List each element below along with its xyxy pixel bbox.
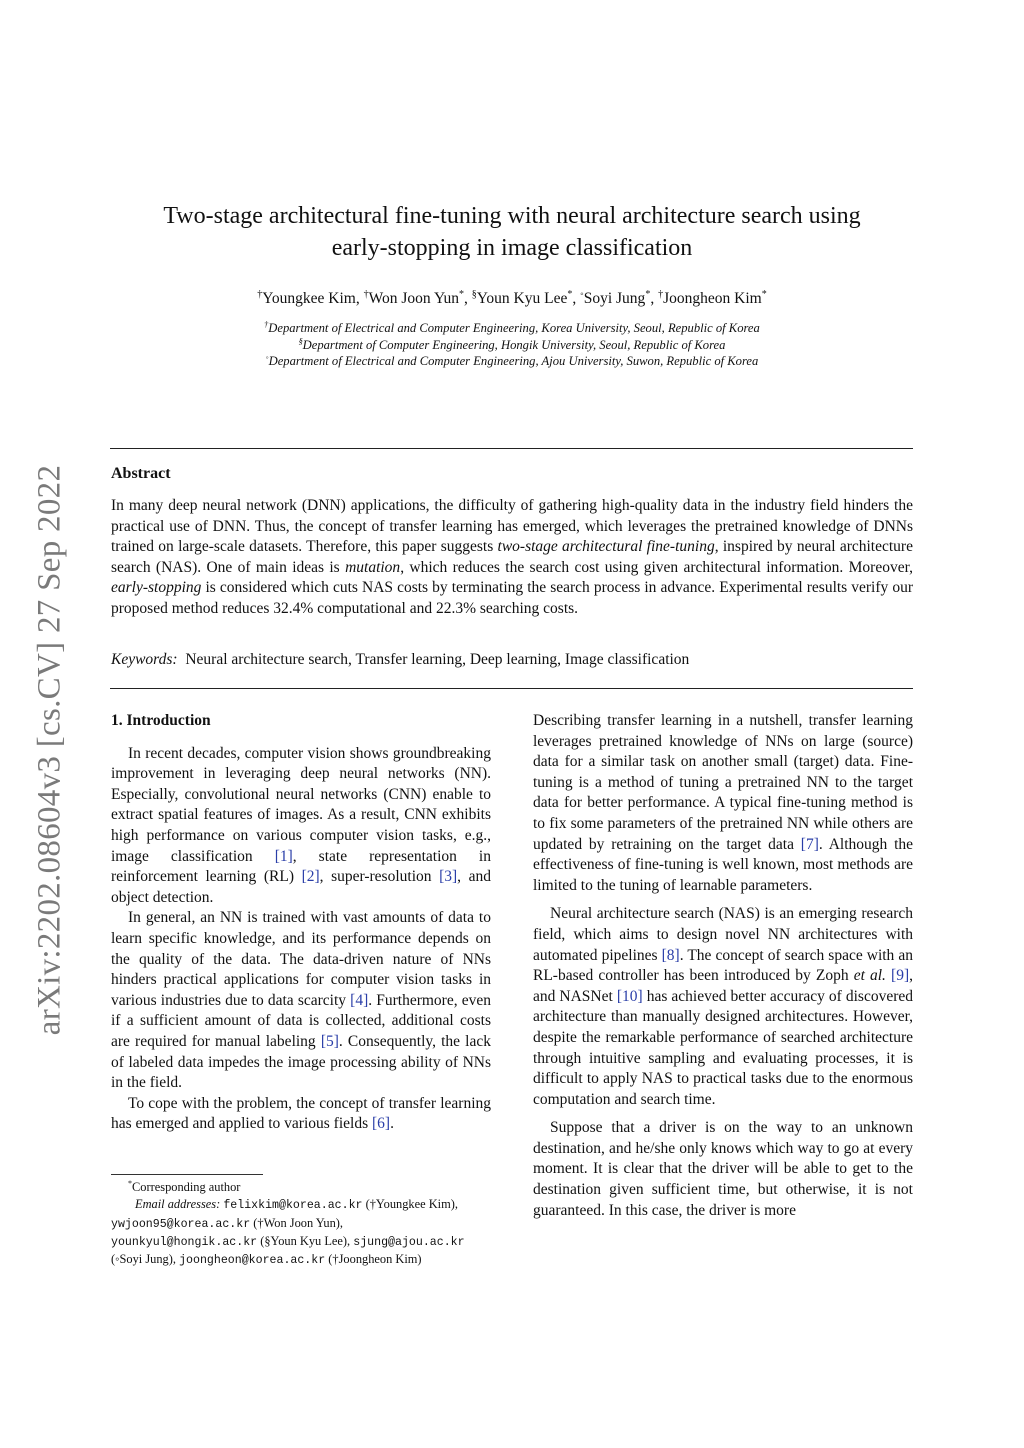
author-name: Youngkee Kim xyxy=(262,290,356,307)
arxiv-id: arXiv:2202.08604v3 [cs.CV] 27 Sep 2022 xyxy=(31,464,68,1036)
author-name: Soyi Jung xyxy=(583,290,646,307)
footnote-line: younkyul@hongik.ac.kr (§Youn Kyu Lee), sjung@ajou.ac.kr xyxy=(111,1233,465,1249)
title-line-1: Two-stage architectural fine-tuning with neural architecture search using xyxy=(163,203,861,229)
keywords xyxy=(111,651,913,669)
bottom-rule xyxy=(110,688,913,689)
email-link[interactable]: felixkim@korea.ac.kr xyxy=(223,1199,363,1213)
paragraph: Suppose that a driver is on the way to an unknown destination, and he/she only knows which way to go at every moment. It is clear that the driver will be able to get to the destination given sufficient time, but otherwise, it is not guaranteed. In this case, the driver is more xyxy=(533,1119,913,1219)
paper-title xyxy=(120,200,904,264)
citation-link[interactable]: [6] xyxy=(372,1115,391,1133)
keywords-text: Neural architecture search, Transfer learning, Deep learning, Image classification xyxy=(185,651,690,668)
footnote-line: ywjoon95@korea.ac.kr (†Won Joon Yun), xyxy=(111,1215,343,1231)
email-link[interactable]: younkyul@hongik.ac.kr xyxy=(111,1235,258,1249)
author-name: Won Joon Yun xyxy=(368,290,459,307)
citation-link[interactable]: [7] xyxy=(800,835,819,853)
email-link[interactable]: sjung@ajou.ac.kr xyxy=(353,1235,465,1249)
section-heading: 1. Introduction xyxy=(111,712,211,729)
arxiv-stamp xyxy=(30,450,70,1050)
affiliations xyxy=(120,320,904,370)
citation-link[interactable]: [9] xyxy=(891,967,910,985)
affiliation: †Department of Electrical and Computer Engineering, Korea University, Seoul, Republic of Korea xyxy=(264,319,760,335)
affiliation: §Department of Computer Engineering, Hongik University, Seoul, Republic of Korea xyxy=(298,336,726,352)
abstract-heading: Abstract xyxy=(111,465,171,482)
top-rule xyxy=(110,448,913,449)
citation-link[interactable]: [8] xyxy=(661,946,680,964)
abstract-body: In many deep neural network (DNN) applications, the difficulty of gathering high-quality data in the industry field hinders the practical use of DNN. Thus, the concept of transfer learning has emerged, which leverages the pretrained knowledge of DNNs trained on large-scale datasets. Therefore, this paper suggests two-stage architectural fine-tuning, inspired by neural architecture search (NAS). One of main ideas is mutation, which reduces the search cost using given architectural information. Moreover, early-stopping is considered which cuts NAS costs by terminating the search process in advance. Experimental results verify our proposed method reduces 32.4% computational and 22.3% searching costs. xyxy=(111,497,914,617)
title-line-2: early-stopping in image classification xyxy=(331,235,693,261)
paragraph: In general, an NN is trained with vast amounts of data to learn specific knowledge, and its performance depends on the quality of the data. The data-driven nature of NNs hinders practical applications for computer vision tasks in various industries due to data scarcity [4]. Furthermore, even if a sufficient amount of data is collected, additional costs are required for manual labeling [5]. Consequently, the lack of labeled data impedes the image processing ability of NNs in the field. xyxy=(111,909,491,1092)
citation-link[interactable]: [10] xyxy=(616,987,643,1005)
citation-link[interactable]: [4] xyxy=(350,991,369,1009)
author-list: †Youngkee Kim, †Won Joon Yun*, §Youn Kyu Lee*, ◦Soyi Jung*, †Joongheon Kim* xyxy=(257,288,767,307)
left-column xyxy=(111,711,491,1135)
email-link[interactable]: ywjoon95@korea.ac.kr xyxy=(111,1217,251,1231)
author-name: Youn Kyu Lee xyxy=(476,290,568,307)
citation-link[interactable]: [1] xyxy=(274,847,293,865)
citation-link[interactable]: [5] xyxy=(320,1032,339,1050)
footnote-rule xyxy=(111,1174,263,1175)
footnote-corresponding: *Corresponding author xyxy=(128,1178,241,1194)
email-link[interactable]: joongheon@korea.ac.kr xyxy=(179,1254,326,1268)
citation-link[interactable]: [2] xyxy=(301,868,320,886)
paragraph: Neural architecture search (NAS) is an emerging research field, which aims to design novel NN architectures with automated pipelines [8]. The concept of search space with an RL-based controller has been introduced by Zoph et al. [9], and NASNet [10] has achieved better accuracy of discovered architecture than manually designed architectures. However, despite the remarkable performance of searched architecture through intuitive sampling and evaluating processes, it is difficult to apply NAS to practical tasks due to the enormous computation and search time. xyxy=(533,905,913,1108)
paragraph: In recent decades, computer vision shows groundbreaking improvement in leveraging deep neural networks (NN). Especially, convolutional neural networks (CNN) enable to extract spatial features of images. As a result, CNN exhibits high performance on various computer vision tasks, e.g., image classification [1], state representation in reinforcement learning (RL) [2], super-resolution [3], and object detection. xyxy=(111,744,491,906)
affiliation: ◦Department of Electrical and Computer Engineering, Ajou University, Suwon, Republic of Korea xyxy=(265,352,759,368)
paragraph: Describing transfer learning in a nutshell, transfer learning leverages pretrained knowledge of NNs on large (source) data for a similar task on another small (target) data. Fine-tuning is a method of tuning a pretrained NN to the target data for better performance. A typical fine-tuning method is to fix some parameters of the pretrained NN while others are updated by retraining on the target data [7]. Although the effectiveness of fine-tuning is well known, most methods are limited to the tuning of learnable parameters. xyxy=(533,712,914,894)
footnote-emails: Email addresses: felixkim@korea.ac.kr (†Youngkee Kim), xyxy=(135,1197,458,1213)
keywords-label: Keywords: xyxy=(111,651,178,668)
citation-link[interactable]: [3] xyxy=(439,868,458,886)
paragraph: To cope with the problem, the concept of transfer learning has emerged and applied to various fields [6]. xyxy=(111,1094,491,1133)
right-column xyxy=(533,711,913,1221)
footnote xyxy=(111,1179,493,1269)
author-name: Joongheon Kim xyxy=(663,290,762,307)
footnote-line: (◦Soyi Jung), joongheon@korea.ac.kr (†Joongheon Kim) xyxy=(111,1252,422,1268)
